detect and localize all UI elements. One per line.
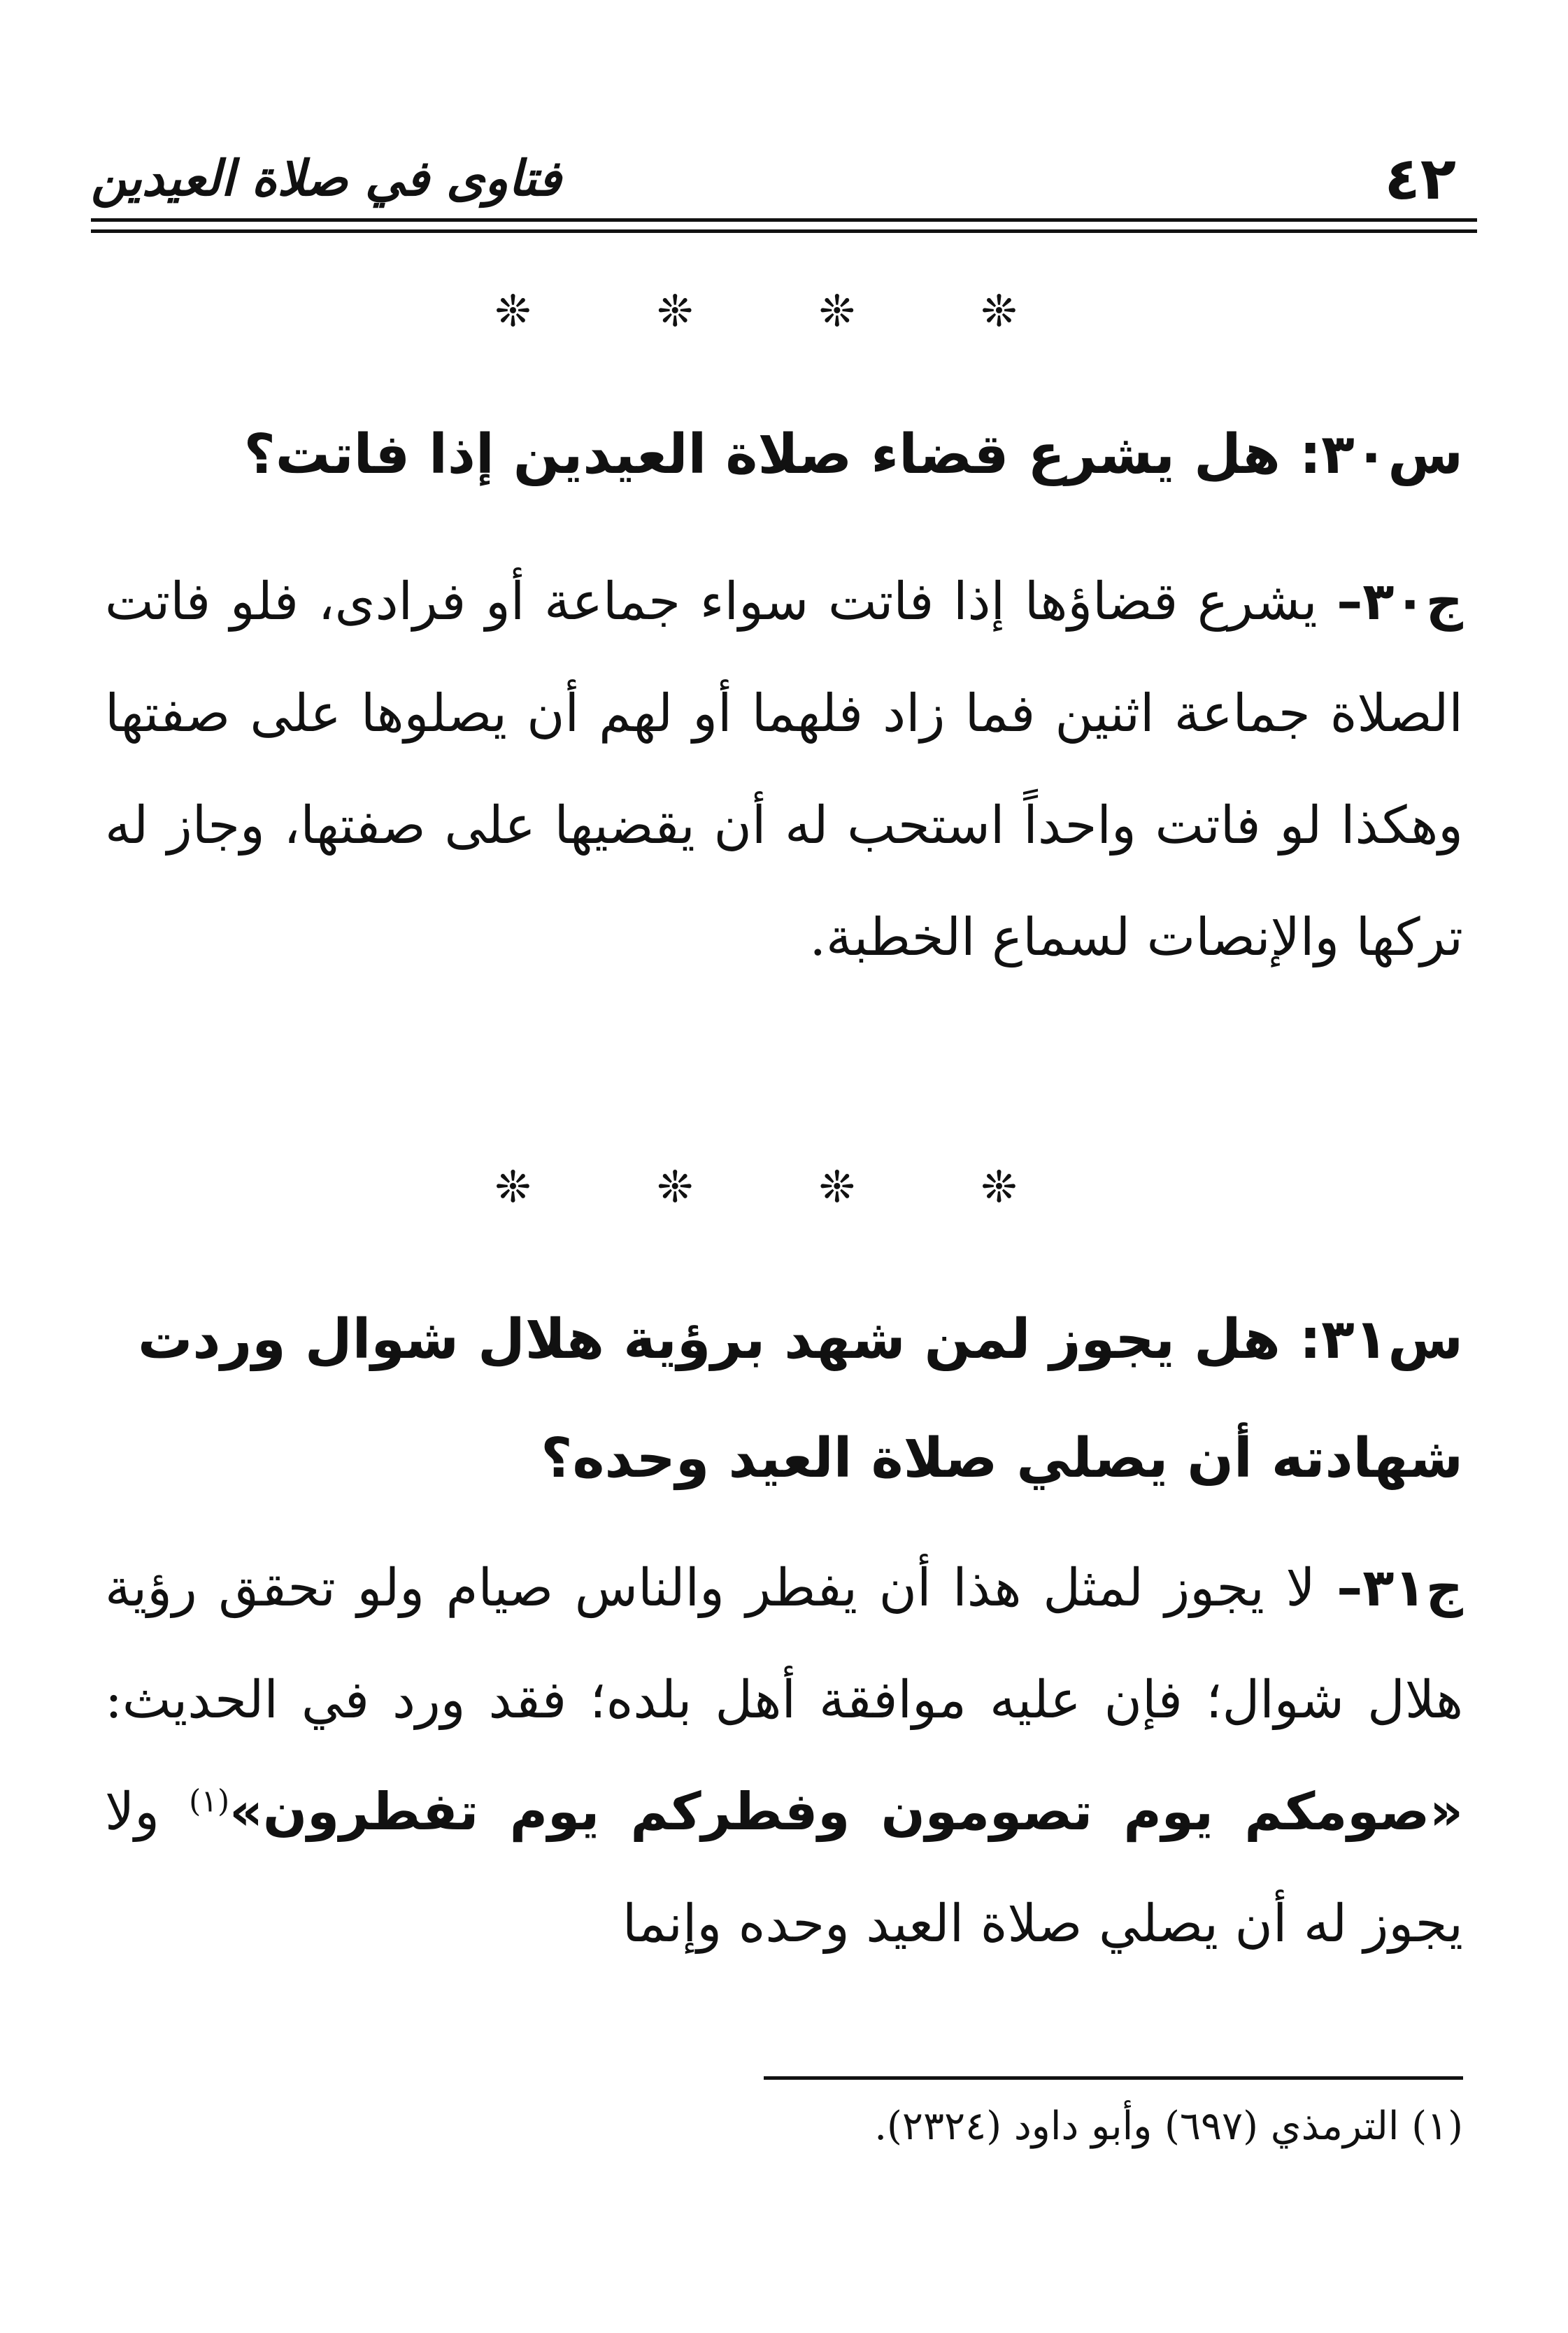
footnote-marker[interactable]: (١)	[189, 1783, 230, 1820]
header-rule-bottom	[91, 229, 1477, 233]
answer-30-label: ج٣٠–	[1337, 572, 1463, 632]
answer-31-continuation: ولا يجوز له أن يصلي صلاة العيد وحده وإنما	[105, 1782, 1463, 1954]
asterisk-separator: ❊ ❊ ❊ ❊	[494, 285, 1074, 336]
page-number: ٤٢	[1384, 144, 1456, 213]
answer-30	[105, 546, 1463, 993]
asterisk-separator: ❊ ❊ ❊ ❊	[494, 1161, 1074, 1212]
header-rule-top	[91, 218, 1477, 222]
answer-30-text: يشرع قضاؤها إذا فاتت سواء جماعة أو فرادى، فلو فاتت الصلاة جماعة اثنين فما زاد فلهما أو لهم أن يصلوها على صفتها وهكذا لو فاتت واحداً استحب له أن يقضيها على صفتها، وجاز له تركها والإنصات لسماع الخطبة.	[105, 572, 1463, 967]
running-header	[91, 140, 1477, 217]
book-title: فتاوى في صلاة العيدين	[91, 150, 562, 207]
answer-31	[105, 1532, 1463, 1980]
answer-31-label: ج٣١–	[1337, 1558, 1463, 1618]
hadith-quote: «صومكم يوم تصومون وفطركم يوم تفطرون»	[229, 1782, 1463, 1842]
footnote: (١) الترمذي (٦٩٧) وأبو داود (٢٣٢٤).	[874, 2104, 1463, 2149]
question-30: س٣٠: هل يشرع قضاء صلاة العيدين إذا فاتت؟	[243, 423, 1463, 486]
question-31: س٣١: هل يجوز لمن شهد برؤية هلال شوال وردت شهادته أن يصلي صلاة العيد وحده؟	[137, 1308, 1463, 1490]
footnote-rule	[764, 2076, 1463, 2080]
answer-31-text: لا يجوز لمثل هذا أن يفطر والناس صيام ولو تحقق رؤية هلال شوال؛ فإن عليه موافقة أهل بلده؛ فقد ورد في الحديث:	[105, 1558, 1463, 1730]
